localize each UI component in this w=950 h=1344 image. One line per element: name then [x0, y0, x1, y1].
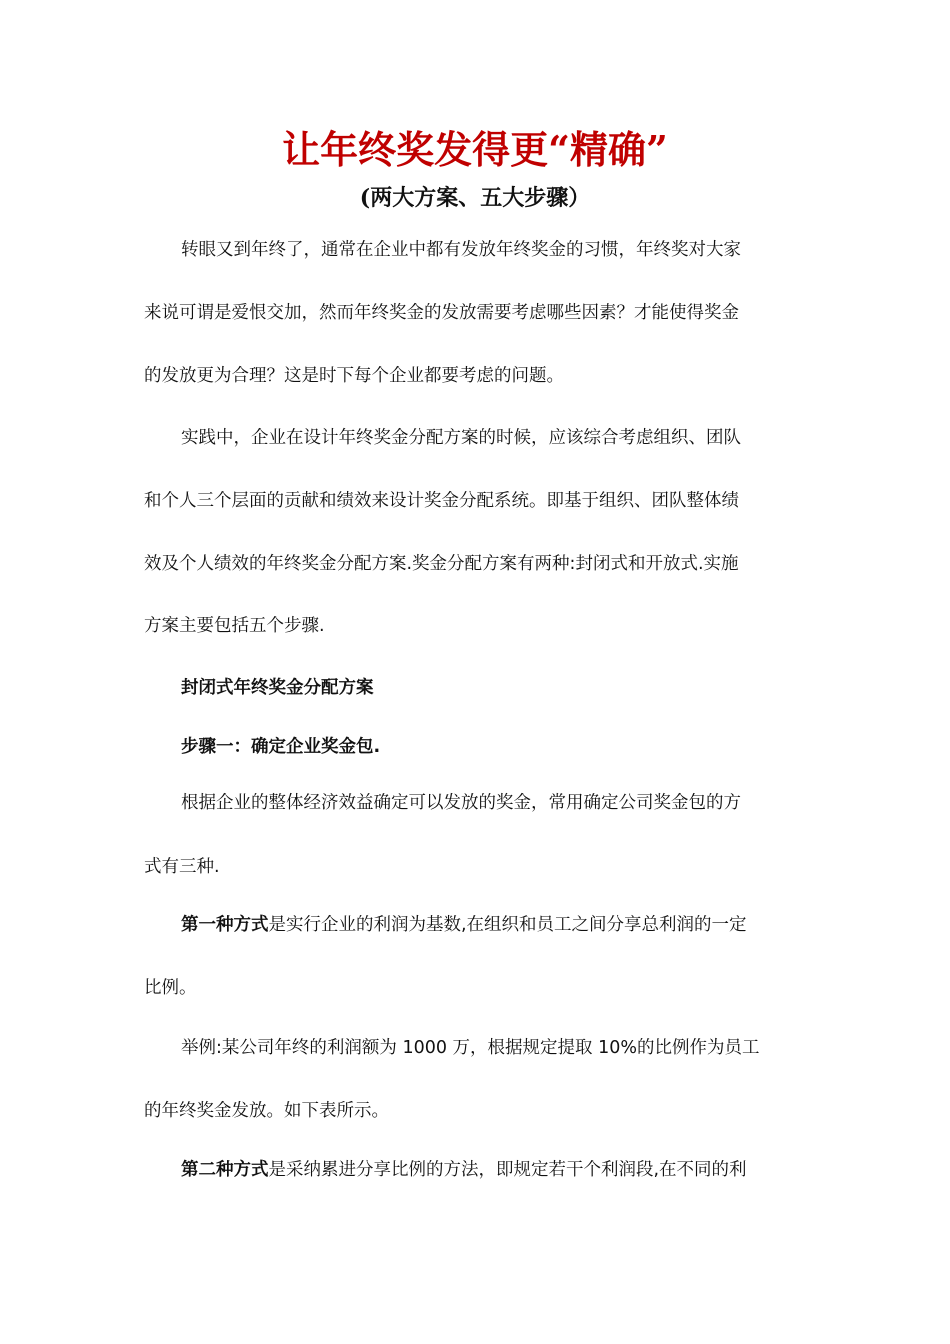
intro-line-3: 的发放更为合理？这是时下每个企业都要考虑的问题。: [144, 366, 564, 386]
method2-text: 是采纳累进分享比例的方法，即规定若干个利润段,在不同的利: [268, 1160, 747, 1180]
method2-label: 第二种方式: [181, 1160, 269, 1180]
step1-line-2: 式有三种.: [144, 857, 220, 877]
intro-line-1: 转眼又到年终了，通常在企业中都有发放年终奖金的习惯，年终奖对大家: [181, 240, 741, 260]
method1-label: 第一种方式: [181, 915, 269, 935]
method1-line-1: [181, 910, 747, 940]
method1-line-2: 比例。: [144, 978, 197, 998]
step1-line-1: 根据企业的整体经济效益确定可以发放的奖金，常用确定公司奖金包的方: [181, 793, 741, 813]
practice-line-3: 效及个人绩效的年终奖金分配方案.奖金分配方案有两种:封闭式和开放式.实施: [144, 554, 739, 574]
section-heading: 封闭式年终奖金分配方案: [181, 678, 374, 698]
step1-heading: 步骤一：确定企业奖金包.: [181, 737, 381, 757]
document-title: 让年终奖发得更“精确”: [282, 127, 668, 172]
practice-line-4: 方案主要包括五个步骤.: [144, 616, 325, 636]
example-line-1: 举例:某公司年终的利润额为 1000 万，根据规定提取 10%的比例作为员工: [181, 1038, 760, 1058]
document-subtitle: (两大方案、五大步骤）: [359, 185, 591, 211]
practice-line-1: 实践中，企业在设计年终奖金分配方案的时候，应该综合考虑组织、团队: [181, 428, 741, 448]
example-line-2: 的年终奖金发放。如下表所示。: [144, 1101, 389, 1121]
method2-line-1: [181, 1155, 747, 1185]
practice-line-2: 和个人三个层面的贡献和绩效来设计奖金分配系统。即基于组织、团队整体绩: [144, 491, 739, 511]
method1-text: 是实行企业的利润为基数,在组织和员工之间分享总利润的一定: [268, 915, 747, 935]
intro-line-2: 来说可谓是爱恨交加，然而年终奖金的发放需要考虑哪些因素？才能使得奖金: [144, 303, 739, 323]
